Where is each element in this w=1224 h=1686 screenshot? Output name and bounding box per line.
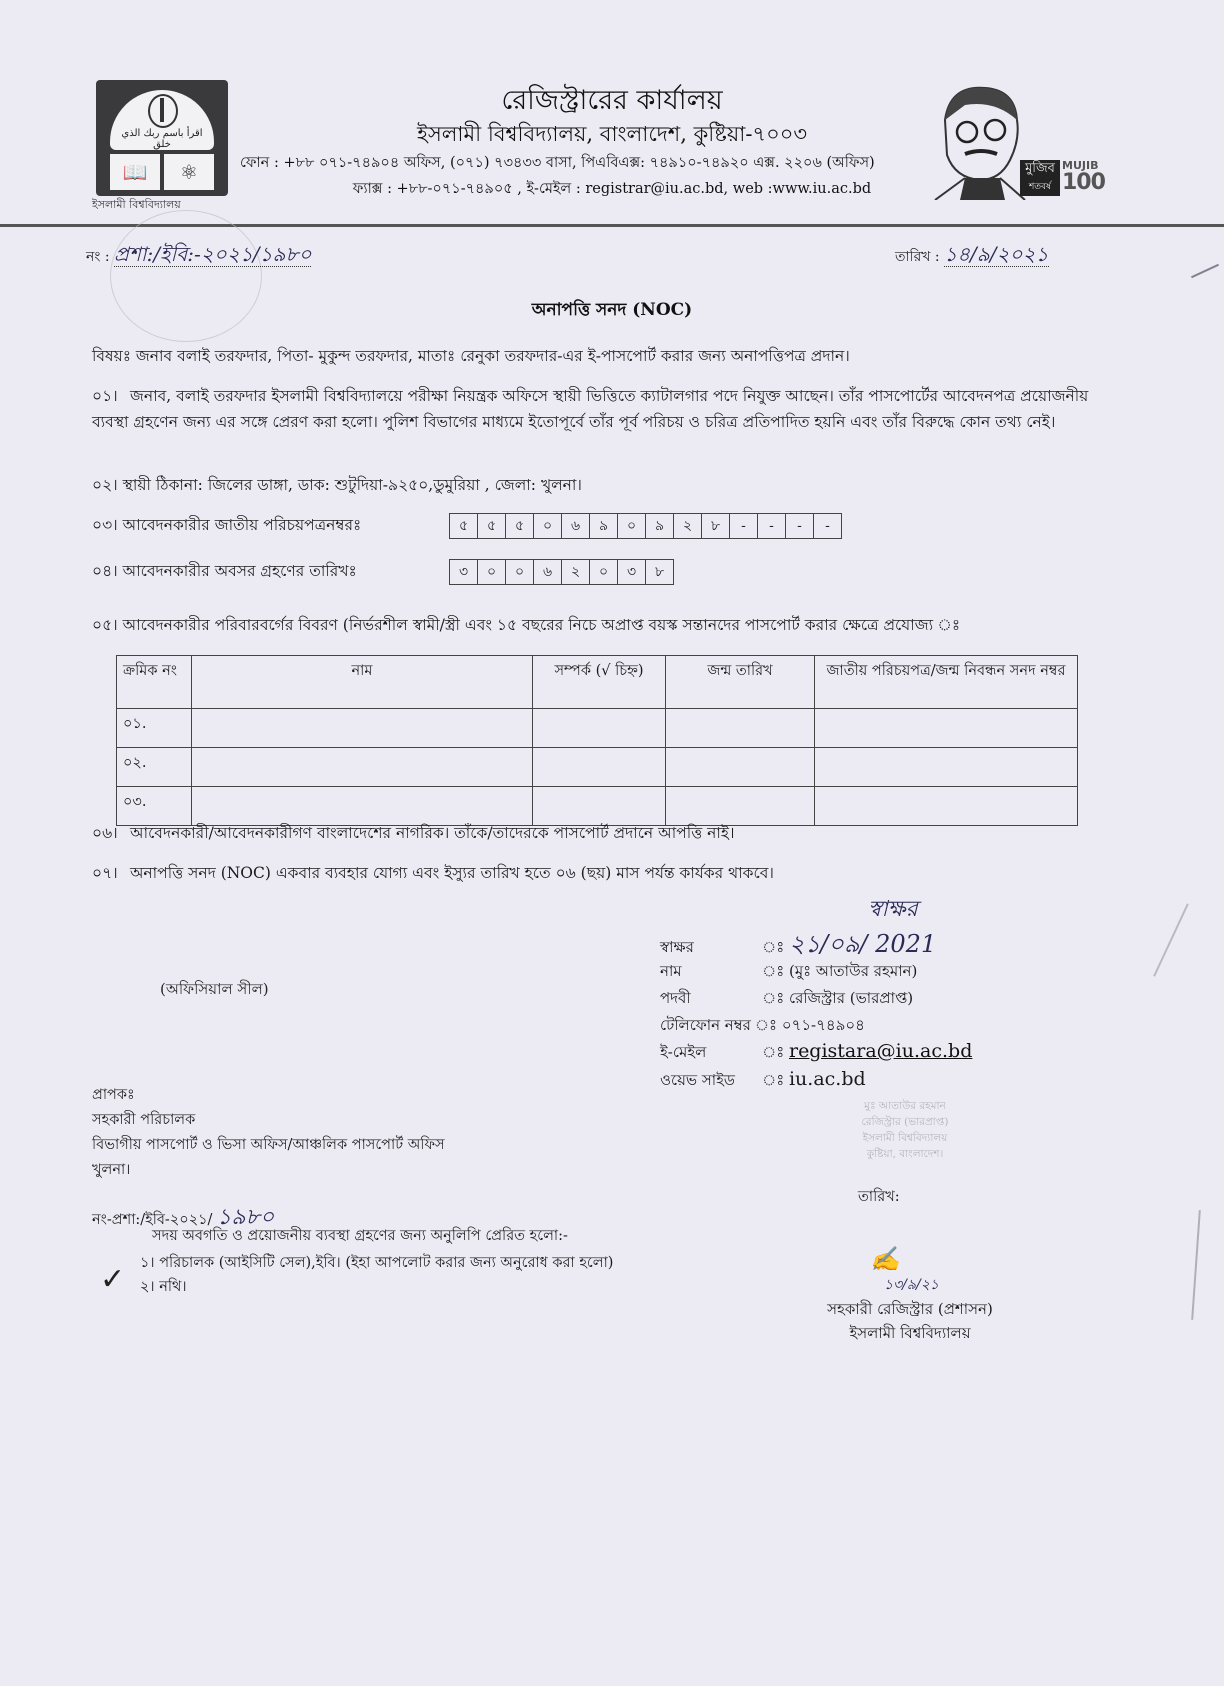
assistant-signature-date: ১৩/৯/২১ <box>884 1277 939 1293</box>
stamp-date-label: তারিখ: <box>858 1189 900 1205</box>
nid-digit-box: ০ <box>534 514 562 538</box>
margin-pen-mark <box>1153 903 1189 976</box>
mujib-100-badge <box>1020 159 1105 196</box>
retire-digit-box: ৩ <box>450 560 478 584</box>
mujib-badge-block <box>1020 160 1060 196</box>
memo-prefix: নং-প্রশা:/ইবি-২০২১/ <box>92 1212 213 1228</box>
website-value[interactable]: iu.ac.bd <box>788 1068 866 1090</box>
p01-text: জনাব, বলাই তরফদার ইসলামী বিশ্ববিদ্যালয়ে পরীক্ষা নিয়ন্ত্রক অফিসে স্থায়ী ভিত্তিতে ক্যাটালগার পদে নিযুক্ত আছেন। তাঁর পাসপোর্টের আবেদনপত্র প্রয়োজনীয় ব্যবস্থা গ্রহণেন জন্য এর সঙ্গে প্রেরণ করা হলো। পুলিশ বিভাগের মাধ্যমে ইতোপূর্বে তাঁর পূর্ব পরিচয় ও চরিত্র প্রতিপাদিত হয়নি এবং তাঁর বিরুদ্ধে কোন তথ্য নেই। <box>92 387 1089 431</box>
document-title: অনাপত্তি সনদ (NOC) <box>531 300 693 320</box>
p07-text: অনাপত্তি সনদ (NOC) একবার ব্যবহার যোগ্য এবং ইস্যুর তারিখ হতে ০৬ (ছয়) মাস পর্যন্ত কার্যকর থাকবে। <box>130 864 774 882</box>
retire-digit-box: ৮ <box>654 564 665 580</box>
paragraph-06 <box>92 820 1092 846</box>
table-header-row <box>117 656 1078 709</box>
designation-value: রেজিস্ট্রার (ভারপ্রাপ্ত) <box>788 989 914 1007</box>
mujib-badge-text <box>1062 160 1105 195</box>
ref-date-value: ১৪/৯/২০২১ <box>944 242 1049 266</box>
name-row <box>660 960 917 985</box>
p01-number: ০১। <box>92 387 118 405</box>
office-title: রেজিস্ট্রারের কার্যালয় <box>501 85 723 116</box>
nid-digit-box: ৮ <box>702 514 730 538</box>
ref-date-label: তারিখ : <box>895 249 940 265</box>
reference-date <box>895 240 1049 273</box>
book-icon: 📖 <box>110 154 160 190</box>
cell-name[interactable] <box>192 748 533 787</box>
ref-no-label: নং : <box>86 249 110 265</box>
paragraph-07 <box>92 860 1092 886</box>
subject-line: বিষয়ঃ জনাব বলাই তরফদার, পিতা- মুকুন্দ তরফদার, মাতাঃ রেনুকা তরফদার-এর ই-পাসপোর্ট করার জন্য অনাপত্তিপত্র প্রদান। <box>92 347 850 365</box>
recipient-line3: খুলনা। <box>92 1162 131 1178</box>
cell-nid[interactable] <box>815 709 1078 748</box>
p06-text: আবেদনকারী/আবেদনকারীগণ বাংলাদেশের নাগরিক। তাঁকে/তাদেরকে পাসপোর্ট প্রদানে আপত্তি নাই। <box>130 824 735 842</box>
col-serial: ক্রমিক নং <box>117 656 192 709</box>
margin-pen-mark <box>1191 1210 1201 1320</box>
nid-digit-box: - <box>758 514 786 538</box>
col-relation: সম্পর্ক (√ চিহ্ন) <box>533 656 666 709</box>
nid-digit-box: ৫ <box>478 514 506 538</box>
paragraph-03-label: ০৩। আবেদনকারীর জাতীয় পরিচয়পত্রনম্বরঃ <box>92 516 362 534</box>
margin-pen-mark <box>1191 264 1219 278</box>
portrait-image <box>925 80 1035 200</box>
cell-serial: ০৩. <box>117 787 192 826</box>
phone-row <box>660 1014 865 1039</box>
family-details-table <box>116 655 1078 826</box>
recipient-label: প্রাপকঃ <box>92 1087 135 1103</box>
checkmark-icon: ✓ <box>100 1262 126 1297</box>
nid-digit-box: ০ <box>618 514 646 538</box>
retire-digit-box: ০ <box>478 560 506 584</box>
fax-email-line: ফ্যাক্স : +৮৮-০৭১-৭৪৯০৫ , ই-মেইল : registrar@iu.ac.bd, web :www.iu.ac.bd <box>352 181 872 197</box>
nid-number-boxes <box>449 513 842 539</box>
assistant-title-block <box>820 1297 1000 1345</box>
paragraph-01 <box>92 383 1092 435</box>
phone-line: ফোন : +৮৮ ০৭১-৭৪৯০৪ অফিস, (০৭১) ৭৩৪৩৩ বাসা, পিএবিএক্স: ৭৪৯১০-৭৪৯২০ এক্স. ২২০৬ (অফিস) <box>240 155 875 171</box>
faded-stamp-text <box>820 1098 990 1162</box>
copy-item-1: ১। পরিচালক (আইসিটি সেল),ইবি। (ইহা আপলোট করার জন্য অনুরোধ করা হলো) <box>140 1255 614 1271</box>
stamp-line: ইসলামী বিশ্ববিদ্যালয় <box>862 1132 948 1144</box>
col-birth-date: জন্ম তারিখ <box>666 656 815 709</box>
assistant-org: ইসলামী বিশ্ববিদ্যালয় <box>849 1324 971 1342</box>
retirement-date-boxes <box>449 559 674 585</box>
mujib-badge-sub: শতবর্ষ <box>1028 182 1052 192</box>
nid-digit-box: - <box>730 514 758 538</box>
phone-label: টেলিফোন নম্বর <box>660 1016 751 1034</box>
nid-digit-box: ৬ <box>562 514 590 538</box>
cell-serial: ০২. <box>117 748 192 787</box>
copy-item-2: ২। নথি। <box>140 1279 187 1295</box>
retire-digit-box: ০ <box>506 560 534 584</box>
cell-birth-date[interactable] <box>666 709 815 748</box>
email-link[interactable]: registara@iu.ac.bd <box>788 1040 973 1062</box>
assistant-title: সহকারী রেজিস্ট্রার (প্রশাসন) <box>827 1300 993 1318</box>
handwritten-signature: স্বাক্ষর <box>868 897 918 922</box>
nid-digit-box: ৯ <box>646 514 674 538</box>
paragraph-04-label: ০৪। আবেদনকারীর অবসর গ্রহণের তারিখঃ <box>92 562 357 580</box>
designation-label: পদবী <box>660 989 691 1007</box>
stamp-line: রেজিস্ট্রার (ভারপ্রাপ্ত) <box>861 1116 949 1128</box>
paragraph-02-address: ০২। স্থায়ী ঠিকানা: জিলের ডাঙ্গা, ডাক: শুটুদিয়া-৯২৫০,ডুমুরিয়া , জেলা: খুলনা। <box>92 476 582 494</box>
nid-digit-box: ২ <box>674 514 702 538</box>
reference-number <box>86 240 311 273</box>
paragraph-05: ০৫। আবেদনকারীর পরিবারবর্গের বিবরণ (নির্ভরশীল স্বামী/স্ত্রী এবং ১৫ বছরের নিচে অপ্রাপ্ত বয়স্ক সন্তানদের পাসপোর্ট করার ক্ষেত্রে প্রযোজ্য ঃ <box>92 616 961 634</box>
p06-number: ০৬। <box>92 824 118 842</box>
col-nid-birth-reg: জাতীয় পরিচয়পত্র/জন্ম নিবন্ধন সনদ নম্বর <box>815 656 1078 709</box>
designation-row <box>660 987 913 1012</box>
cell-serial: ০১. <box>117 709 192 748</box>
university-name: ইসলামী বিশ্ববিদ্যালয়, বাংলাদেশ, কুষ্টিয়া-৭০০৩ <box>416 122 808 146</box>
official-seal-label: (অফিসিয়াল সীল) <box>160 980 269 998</box>
nid-digit-box: ৯ <box>590 514 618 538</box>
stamp-line: কুষ্টিয়া, বাংলাদেশ। <box>866 1148 944 1160</box>
retire-digit-box: ০ <box>590 560 618 584</box>
email-row <box>660 1040 972 1066</box>
logo-arabic-text: اقرأ باسم ربك الذي خلق <box>121 128 203 150</box>
atom-icon: ⚛ <box>164 154 214 190</box>
copy-intro: সদয় অবগতি ও প্রয়োজনীয় ব্যবস্থা গ্রহণের জন্য অনুলিপি প্রেরিত হলো:- <box>152 1228 568 1244</box>
memo-number-hand: ১৯৮০ <box>217 1205 275 1230</box>
website-label: ওয়েভ সাইড <box>660 1071 735 1089</box>
table-row <box>117 748 1078 787</box>
mujib-badge-en: MUJIB <box>1062 159 1099 172</box>
stamp-line: মুঃ আতাউর রহমান <box>864 1100 946 1112</box>
recipient-line1: সহকারী পরিচালক <box>92 1112 196 1128</box>
sign-date: ২১/০৯/ 2021 <box>788 930 937 958</box>
recipient-line2: বিভাগীয় পাসপোর্ট ও ভিসা অফিস/আঞ্চলিক পাসপোর্ট অফিস <box>92 1137 445 1153</box>
nid-digit-box: ৫ <box>506 514 534 538</box>
assistant-signature: ✍ ১৩/৯/২১ <box>870 1245 939 1297</box>
cell-birth-date[interactable] <box>666 748 815 787</box>
logo-caption: ইসলামী বিশ্ববিদ্যালয় <box>92 198 181 211</box>
nid-digit-box: ৫ <box>450 514 478 538</box>
retire-digit-box: ৩ <box>618 560 646 584</box>
cell-name[interactable] <box>192 709 533 748</box>
nid-digit-box: - <box>825 518 830 534</box>
retire-digit-box: ২ <box>562 560 590 584</box>
sign-label: স্বাক্ষর <box>660 938 694 956</box>
cell-relation[interactable] <box>533 709 666 748</box>
p07-number: ০৭। <box>92 864 118 882</box>
cell-nid[interactable] <box>815 748 1078 787</box>
website-row <box>660 1068 866 1094</box>
recipient-block <box>92 1083 445 1183</box>
phone-value: ০৭১-৭৪৯০৪ <box>781 1016 865 1034</box>
ref-no-value: প্রশা:/ইবি:-২০২১/১৯৮০ <box>114 242 312 266</box>
mujib-badge-num: 100 <box>1062 170 1105 195</box>
email-label: ই-মেইল <box>660 1043 707 1061</box>
cell-relation[interactable] <box>533 748 666 787</box>
table-row <box>117 709 1078 748</box>
name-label: নাম <box>660 962 682 980</box>
name-value: (মুঃ আতাউর রহমান) <box>788 962 918 980</box>
nid-digit-box: - <box>786 514 814 538</box>
col-name: নাম <box>192 656 533 709</box>
mujib-badge-bn: মুজিব <box>1025 161 1055 176</box>
retire-digit-box: ৬ <box>534 560 562 584</box>
